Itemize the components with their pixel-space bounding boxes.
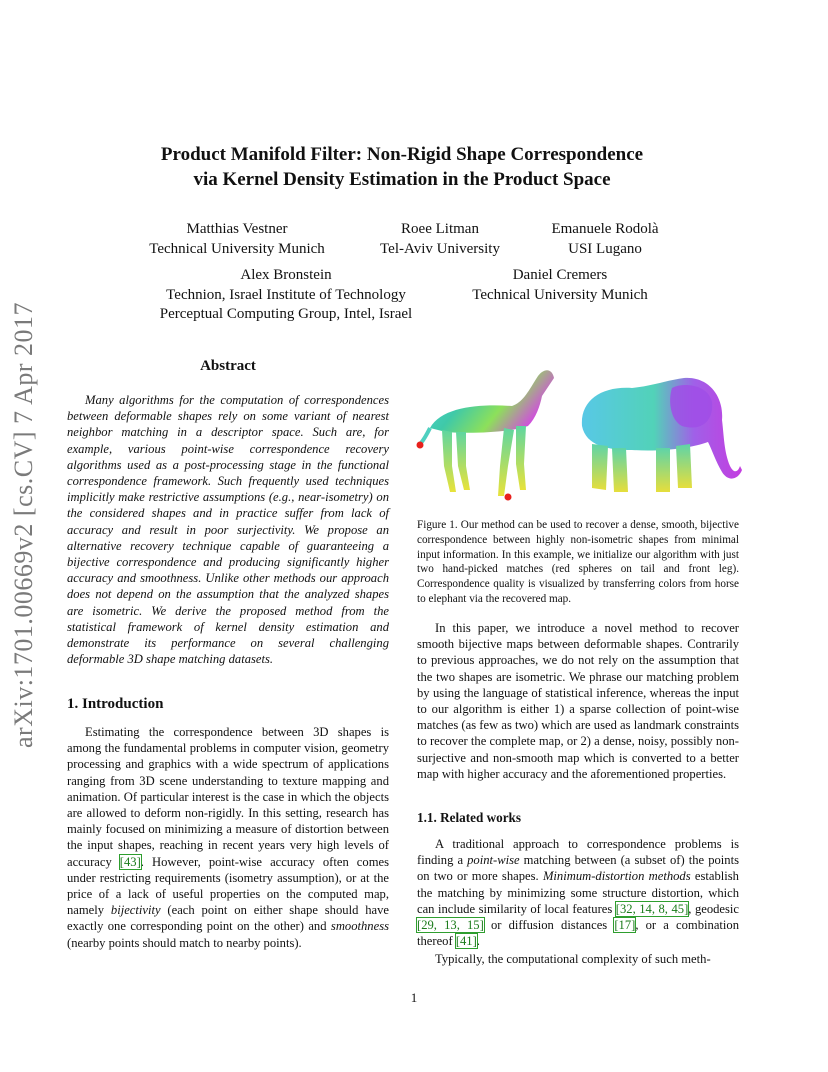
arxiv-stamp [4, 290, 44, 760]
author-name: Alex Bronstein [240, 267, 332, 283]
abstract-heading: Abstract [200, 358, 256, 374]
citation-link[interactable]: [43] [119, 854, 141, 869]
author-vestner [142, 220, 332, 259]
author-litman [370, 220, 510, 259]
related-works-body [417, 836, 739, 968]
abstract-body [67, 392, 389, 667]
author-affiliation: Technion, Israel Institute of Technology [166, 286, 406, 303]
figure-horse-elephant [412, 366, 742, 506]
horse-shape [417, 370, 555, 500]
citation-link[interactable]: [32, 14, 8, 45] [615, 901, 689, 916]
right-intro-paragraph: In this paper, we introduce a novel method to recover smooth bijective maps between deformable shapes. Contrarily to previous approaches, we do not rely on the assumption that the two shapes are isometric. We phrase our matching problem by using the language of statistical inference, whereas the input to our algorithm is either 1) a sparse collection of point-wise matches (as few as two) which are used as landmark constraints to recover the complete map, or 2) a dense, noisy, possibly non-surjective and non-smooth map which is converted to a better map with higher accuracy and the aforementioned properties. [417, 621, 739, 781]
paper-title [100, 142, 704, 192]
right-intro [417, 620, 739, 782]
author-name: Matthias Vestner [186, 221, 288, 237]
related-works-heading: 1.1. Related works [417, 810, 522, 825]
intro-paragraph: Estimating the correspondence between 3D shapes is among the fundamental problems in computer vision, geometry processing and graphics with a wide spectrum of applications ranging from 3D scene understanding to texture mapping and animation. Of particular interest is the case in which the objects are allowed to deform non-rigidly. In this setting, research has mainly focused on minimizing a measure of distortion between the input shapes, reaching in recent years very high levels of accuracy [43]. However, point-wise accuracy often comes under restricting requirements (isometry assumption), or at the price of a lack of useful properties on the computed map, namely bijectivity (each point on either shape should have exactly one corresponding point on the other) and smoothness (nearby points should match to nearby points). [67, 725, 389, 950]
author-name: Emanuele Rodolà [551, 221, 659, 237]
author-name: Roee Litman [401, 221, 479, 237]
author-affiliation: Technical University Munich [149, 240, 325, 257]
author-cremers [462, 266, 658, 305]
citation-link[interactable]: [41] [455, 934, 477, 949]
author-affiliation: USI Lugano [568, 240, 642, 257]
author-affiliation: Tel-Aviv University [380, 240, 500, 257]
citation-link[interactable]: [17] [614, 918, 636, 933]
author-bronstein [146, 266, 426, 325]
title-line-2: via Kernel Density Estimation in the Product Space [193, 169, 611, 190]
figure-caption: Figure 1. Our method can be used to recover a dense, smooth, bijective correspondence between highly non-isometric shapes from minimal input information. In this example, we initialize our algorithm with just two hand-picked matches (red spheres on tail and front leg). Correspondence quality is visualized by transferring colors from horse to elephant via the recovered map. [417, 519, 739, 605]
intro-heading: 1. Introduction [67, 696, 164, 712]
author-name: Daniel Cremers [512, 267, 608, 283]
related-works-paragraph: A traditional approach to correspondence problems is finding a point-wise matching between (a subset of) the points on two or more shapes. Minimum-distortion methods establish the matching by minimizing some structure distortion, which can include similarity of local features [32, 14, 8, 45], geodesic [29, 13, 15] or diffusion distances [17], or a combination thereof [41]. [417, 837, 739, 949]
intro-body [67, 724, 389, 951]
elephant-shape [582, 378, 742, 492]
arxiv-stamp-text: arXiv:1701.00669v2 [cs.CV] 7 Apr 2017 [9, 301, 39, 749]
citation-link[interactable]: [29, 13, 15] [417, 918, 484, 933]
author-rodola [538, 220, 672, 259]
page-number: 1 [410, 990, 418, 1005]
abstract-text: Many algorithms for the computation of correspondences between deformable shapes rely on some variant of nearest neighbor matching in a descriptor space. Such are, for example, various point-wise correspondence recovery algorithms used as a post-processing stage in the functional correspondence framework. Such frequently used techniques implicitly make restrictive assumptions (e.g., near-isometry) on the considered shapes and in practice suffer from lack of accuracy and result in poor surjectivity. We propose an alternative recovery technique capable of guaranteeing a bijective correspondence and producing significantly higher accuracy and smoothness. Unlike other methods our approach does not depend on the assumption that the analyzed shapes are isometric. We derive the proposed method from the statistical framework of kernel density estimation and demonstrate its performance on several challenging deformable 3D shape matching datasets. [67, 393, 389, 667]
author-affiliation: Technical University Munich [472, 286, 648, 303]
related-works-next: Typically, the computational complexity of such meth- [435, 952, 711, 967]
author-affiliation: Perceptual Computing Group, Intel, Israel [159, 306, 413, 322]
title-line-1: Product Manifold Filter: Non-Rigid Shape Correspondence [160, 144, 644, 165]
